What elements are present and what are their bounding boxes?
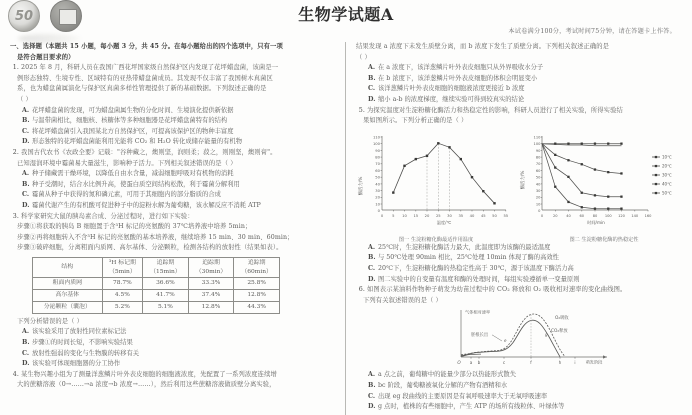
fig2-legend-item-10c: 10℃ xyxy=(662,154,672,160)
stem-text: 我国古代农书《农政全要》记载："谷种藏之，燠则坚，润则柔；菽之，则刚坚，燠则膏"。 xyxy=(21,148,277,156)
svg-text:40: 40 xyxy=(469,213,475,218)
svg-text:20: 20 xyxy=(553,213,558,218)
fig2-yticks xyxy=(534,135,542,213)
header-line2: （15min） xyxy=(150,268,181,275)
svg-text:60: 60 xyxy=(375,168,380,173)
question-number: 3. xyxy=(12,212,19,220)
option-text: 出现 eg 段曲线的主要原因是有氧呼吸速率大于无氧呼吸速率 xyxy=(378,392,548,400)
row-label: 高尔基体 xyxy=(33,290,103,302)
question-stem-line xyxy=(10,148,341,159)
table-header-cell xyxy=(143,257,189,277)
svg-text:50: 50 xyxy=(375,175,380,180)
table-header-cell xyxy=(188,257,234,277)
question-number: 1. xyxy=(12,64,19,72)
fig3-leader-radicle xyxy=(492,335,502,341)
option-row[interactable] xyxy=(10,169,341,180)
row-label: 粗面内质网 xyxy=(33,278,103,290)
svg-text:70: 70 xyxy=(375,161,380,166)
table-header-cell xyxy=(234,257,280,277)
svg-text:100: 100 xyxy=(604,213,612,218)
figure-row xyxy=(356,128,682,243)
svg-text:20: 20 xyxy=(375,195,380,200)
svg-text:15: 15 xyxy=(413,213,419,218)
fig2-legend-item-40c: 40℃ xyxy=(662,181,672,187)
option-row[interactable] xyxy=(10,338,341,349)
option-letter: B. xyxy=(368,74,376,82)
fig3-annot-o2: O₂吸收 xyxy=(555,316,569,322)
header-line1: 追踪期 xyxy=(156,260,175,267)
option-letter: A. xyxy=(22,170,30,178)
fig1-xlabel: 温度/℃ xyxy=(436,219,452,225)
option-text: a 点之前，葡萄糖中的能量少部分以热能形式散失 xyxy=(378,371,516,379)
header-line2: （5min） xyxy=(108,268,136,275)
svg-text:40: 40 xyxy=(566,213,571,218)
svg-text:30: 30 xyxy=(375,188,380,193)
option-row[interactable] xyxy=(10,106,341,117)
svg-text:50: 50 xyxy=(492,213,497,218)
fig2-legend-item-30c: 30℃ xyxy=(662,172,672,178)
stem-text: 某生物兴趣小组为了测量洋葱鳞片叶外表皮细胞的细胞液浓度，先配置了一系列浓度连续增 xyxy=(21,370,277,378)
option-text: 霉菌从种子中获得的氮和磷元素，可用于其细胞内的部分脂质的合成 xyxy=(32,191,221,199)
table-cell: 5.2% xyxy=(102,302,143,314)
option-row[interactable] xyxy=(356,264,682,275)
option-row[interactable] xyxy=(356,253,682,264)
fig1-svg xyxy=(356,128,516,231)
option-letter: C. xyxy=(368,392,376,400)
option-text: 与温带菌相比，细胞核、核糖体等多种细胞器是花坪蜡盘菌特有的结构 xyxy=(32,117,228,125)
fig1-ylabel: 酶活力/% xyxy=(359,176,364,196)
table-cell: 5.1% xyxy=(143,302,189,314)
table-cell: 78.7% xyxy=(102,278,143,290)
q4-cont-line: （ ） xyxy=(356,53,371,61)
svg-text:40: 40 xyxy=(535,182,541,187)
table-row xyxy=(33,302,280,314)
table-cell: 4.5% xyxy=(102,290,143,302)
option-row[interactable] xyxy=(356,243,682,254)
fig3-annot-co2: CO₂释放 xyxy=(551,329,568,335)
svg-text:140: 140 xyxy=(631,213,639,218)
table-cell: 36.6% xyxy=(143,278,189,290)
svg-text:40: 40 xyxy=(375,182,380,187)
option-letter: D. xyxy=(368,275,376,283)
fig3-tick-c: c xyxy=(502,360,506,366)
svg-text:90: 90 xyxy=(535,148,541,153)
question-number: 4. xyxy=(12,370,19,378)
fig2-series-30c xyxy=(542,143,622,173)
figure-2 xyxy=(518,128,690,243)
question-number: 5. xyxy=(358,106,365,114)
figure-1 xyxy=(356,128,516,243)
fig2-legend-item-50c: 50℃ xyxy=(662,190,672,196)
svg-text:0: 0 xyxy=(377,208,380,213)
svg-text:110: 110 xyxy=(533,135,541,140)
table-cell: 33.3% xyxy=(188,278,234,290)
stem-text: 科学家研究大鼠的胰岛素合成、分泌过程时，进行如下实验： xyxy=(21,212,194,220)
question-stem-line xyxy=(356,106,682,117)
option-letter: C. xyxy=(22,127,30,135)
option-text: 该实验采用了放射性同位素标记法 xyxy=(32,328,127,336)
option-row[interactable] xyxy=(10,359,341,370)
option-text: 种子储藏需干燥环境，以降低自由水含量，减弱细胞呼吸对有机物的消耗 xyxy=(32,170,234,178)
fig3-tick-h: h xyxy=(558,360,562,366)
svg-text:80: 80 xyxy=(592,213,598,218)
option-text: g 点时，植株的有些细胞中，产生 ATP 的场所有线粒体、叶绿体等 xyxy=(378,403,565,411)
question-stem-line: 果如图所示。下列分析正确的是（ ） xyxy=(363,117,468,125)
fig1-guides xyxy=(427,143,450,209)
fig3-xtick-labels xyxy=(457,360,575,365)
question-number: 2. xyxy=(12,148,19,156)
svg-text:60: 60 xyxy=(579,213,585,218)
fig3-point-e: e xyxy=(504,338,507,344)
svg-text:90: 90 xyxy=(375,148,380,153)
svg-text:30: 30 xyxy=(447,213,452,218)
option-text: 与 50℃处理 90min 相比，25℃处理 10min 体现了酶的高效性 xyxy=(378,254,559,262)
option-letter: A. xyxy=(22,328,30,336)
option-row[interactable] xyxy=(10,327,341,338)
option-letter: C. xyxy=(22,191,30,199)
svg-text:10: 10 xyxy=(375,202,380,207)
svg-text:70: 70 xyxy=(535,161,541,166)
option-letter: A. xyxy=(368,371,376,379)
option-text: 图二实验中的自变量有温度和酶的处理时间，每组实验遵循单一变量原则 xyxy=(378,275,580,283)
fig3-xlabel: 萌发阶段 xyxy=(585,359,603,365)
table-header-cell xyxy=(33,257,103,277)
header-line2: （30min） xyxy=(195,268,227,275)
table-row xyxy=(33,290,280,302)
svg-text:0: 0 xyxy=(540,213,544,218)
option-text: bc 阶段，葡萄糖被氧化分解的产物有酒精和水 xyxy=(378,381,508,389)
question-stem-line xyxy=(10,370,341,381)
option-text: 形态独特的花坪蜡盘菌能利用光能将 CO₂ 和 H₂O 转化成储存能量的有机物 xyxy=(32,138,243,146)
option-text: 放射性强弱的变化与生物膜的转移有关 xyxy=(32,349,140,357)
table-header-cell xyxy=(102,257,143,277)
fig2-series-lines xyxy=(542,143,622,208)
svg-text:80: 80 xyxy=(375,155,380,160)
svg-text:25: 25 xyxy=(435,213,441,218)
option-row[interactable] xyxy=(10,349,341,360)
figure-3-wrap xyxy=(356,306,682,370)
option-letter: D. xyxy=(22,201,30,209)
svg-text:100: 100 xyxy=(372,141,380,146)
option-row[interactable] xyxy=(356,95,682,106)
fig2-legend xyxy=(652,154,672,195)
option-row[interactable] xyxy=(356,275,682,286)
row-label: 分泌颗粒（囊泡） xyxy=(33,302,103,314)
table-cell: 44.3% xyxy=(234,302,280,314)
svg-text:30: 30 xyxy=(535,188,541,193)
header-line1: 追踪期 xyxy=(247,260,266,267)
header-line1: 结构 xyxy=(61,264,74,271)
svg-text:10: 10 xyxy=(402,213,407,218)
svg-text:50: 50 xyxy=(535,175,541,180)
fig3-x-arrow xyxy=(603,356,607,359)
question-stem-line xyxy=(356,285,682,296)
q4-cont-line: 结果发现 a 浓度下未发生质壁分离，而 b 浓度下发生了质壁分离。下列相关叙述正确的是 xyxy=(356,43,610,50)
fig3-curve-co2 xyxy=(461,320,560,357)
option-row[interactable] xyxy=(356,392,682,403)
fig3-origin-label: O xyxy=(457,360,461,366)
stem-text: 2025 年 8 月，科研人员在我国广西花坪国家级自然保护区内发现了花坪蜡盘菌，该菌是一 xyxy=(21,64,279,72)
option-text: 25℃时，生淀粉糖化酶活力最大，此温度即为该酶的最适温度 xyxy=(378,243,551,251)
page-title: 生物学试题A xyxy=(298,5,394,24)
fig2-series-40c xyxy=(542,143,622,196)
option-text: 20℃下，生淀粉糖化酶的热稳定性高于 30℃，源于该温度下酶活力高 xyxy=(378,264,574,272)
question-stem-line xyxy=(10,212,341,223)
svg-text:60: 60 xyxy=(535,168,541,173)
page-header xyxy=(0,0,692,42)
header-line2: （60min） xyxy=(241,268,272,275)
svg-text:100: 100 xyxy=(533,141,541,146)
question-stem-line: 例形态独特、生境专性、区域特有的亚热带蜡盘菌成员。其发现不仅丰富了我国树木真菌区 xyxy=(17,74,273,82)
question-number: 6. xyxy=(358,286,365,294)
option-text: 步骤①的时间长短，不影响实验结果 xyxy=(32,339,133,347)
stem-text: 为探究温度对生淀粉糖化酶活力和热稳定性的影响，科研人员进行了相关实验，所得实验结 xyxy=(367,106,623,114)
header-line1: ³H 标记期 xyxy=(108,260,136,267)
svg-text:110: 110 xyxy=(372,135,380,140)
table-header-row xyxy=(33,257,280,277)
fig3-tick-a: a xyxy=(469,360,473,366)
option-text: 该洋葱鳞片叶外表皮细胞的细胞液浓度更接近 b 浓度 xyxy=(378,85,525,93)
svg-text:5: 5 xyxy=(392,213,395,218)
table-cell: 12.8% xyxy=(234,290,280,302)
fig3-point-g: g xyxy=(545,332,548,338)
svg-text:55: 55 xyxy=(503,213,509,218)
fig1-caption: 图一 生淀粉糖化酶最适作用温度 xyxy=(398,236,474,243)
right-column xyxy=(346,42,686,415)
svg-text:80: 80 xyxy=(535,155,541,160)
table-cell: 25.8% xyxy=(234,278,280,290)
fig1-series-line xyxy=(393,143,494,203)
question-stem-line: 步骤②再将细胞转入不含³H 标记的亮氨酸的基本培养液，继续培养 15 min、30 min、60min； xyxy=(17,233,294,241)
option-text: 在 a 浓度下，该洋葱鳞片叶外表皮细胞只从外界吸收水分子 xyxy=(378,64,544,72)
option-text: 在 b 浓度下，该洋葱鳞片叶外表皮细胞的体积会明显变小 xyxy=(378,74,538,82)
option-letter: B. xyxy=(22,339,30,347)
question-stem-line xyxy=(10,63,341,74)
fig2-legend-item-20c: 20℃ xyxy=(662,163,672,169)
option-letter: B. xyxy=(22,117,30,125)
header-line1: 追踪期 xyxy=(202,260,220,267)
option-row[interactable] xyxy=(10,127,341,138)
option-letter: B. xyxy=(22,180,30,188)
svg-text:120: 120 xyxy=(618,213,625,218)
svg-text:45: 45 xyxy=(480,213,486,218)
option-letter: A. xyxy=(22,106,30,114)
left-column xyxy=(6,42,346,415)
question-stem-line: 大的蔗糖溶液（0→……→a 浓度→b 浓度→……），然后利用这些蔗糖溶液做质壁分离实验， xyxy=(17,381,276,389)
option-text: 霉菌代谢产生的有机酸可促进种子中的淀粉水解为葡萄糖，该水解反应不消耗 ATP xyxy=(32,201,261,209)
fig3-ylabel: 气体相对速率 xyxy=(465,309,491,315)
table-cell: 41.7% xyxy=(143,290,189,302)
fig2-xlabel: 时间/min xyxy=(587,219,605,225)
option-row[interactable] xyxy=(10,180,341,191)
option-row[interactable] xyxy=(10,190,341,201)
option-row[interactable] xyxy=(356,381,682,392)
option-text: 缩小 a-b 的浓度梯度，继续实验可得到较真实的结论 xyxy=(378,95,525,103)
option-text: 花坪蜡盘菌的发现，可为蜡盘菌属生物的分化时间、生境演化提供新依据 xyxy=(32,106,234,114)
exam-note: 本试卷满分100分，考试时间75分钟，请在答题卡上作答。 xyxy=(508,28,676,35)
fig1-yticks xyxy=(373,135,382,213)
svg-text:20: 20 xyxy=(424,213,430,218)
option-row[interactable] xyxy=(356,84,682,95)
table-cell: 37.4% xyxy=(188,290,234,302)
fig2-ylabel: 酶活力/% xyxy=(521,170,526,190)
question-post-stem: 下列分析错误的是（ ） xyxy=(17,317,84,325)
option-text: 将花坪蜡盘菌引入我国某北方自然保护区，可提高该保护区的物种丰富度 xyxy=(32,127,234,135)
question-stem-line: 步骤①将获取的胰岛 B 细胞置于含³H 标记的亮氨酸的 37℃培养液中培养 5min； xyxy=(17,223,252,231)
svg-text:0: 0 xyxy=(380,213,384,218)
fig1-markers xyxy=(392,142,496,204)
option-text: 该实验可体现细胞器的分工协作 xyxy=(32,360,121,368)
option-letter: C. xyxy=(368,264,376,272)
svg-text:10: 10 xyxy=(535,202,541,207)
section-title-cont: 是符合题目要求的） xyxy=(17,53,75,61)
question-stem-line: 系，也为蜡盘菌属演化与保护区真菌多样性管理提供了新的基础数据。下列叙述正确的是 xyxy=(17,85,267,93)
option-letter: D. xyxy=(22,138,30,146)
option-letter: A. xyxy=(368,64,376,72)
fig2-svg xyxy=(518,128,690,231)
option-letter: D. xyxy=(22,360,30,368)
experiment-result-table xyxy=(32,257,280,314)
option-letter: B. xyxy=(368,254,376,262)
fig2-markers xyxy=(554,142,623,209)
question-stem-line: 下列有关叙述错误的是（ ） xyxy=(363,296,442,304)
question-stem-line: （ ） xyxy=(17,95,32,103)
svg-text:0: 0 xyxy=(538,208,541,213)
svg-text:160: 160 xyxy=(644,213,652,218)
fig2-xticks xyxy=(541,210,652,218)
option-letter: C. xyxy=(368,85,376,93)
option-row[interactable] xyxy=(10,116,341,127)
section-title: 一、选择题（本题共 15 小题，每小题 3 分，共 45 分。在每小题给出的四个选项中，只有一项 xyxy=(10,43,283,50)
option-row[interactable] xyxy=(356,63,682,74)
fig3-svg xyxy=(419,306,619,370)
option-row[interactable] xyxy=(356,402,682,413)
fig2-caption: 图二 生淀粉糖化酶的热稳定性 xyxy=(569,236,639,243)
two-column-body xyxy=(0,42,692,415)
option-letter: D. xyxy=(368,95,376,103)
fig3-tick-i: i xyxy=(574,360,576,366)
question-stem-line: 步骤③破碎细胞，分离粗面内质网、高尔基体、分泌颗粒，检测各结构的放射性（结果如表）。 xyxy=(17,244,283,252)
fig3-tick-b: b xyxy=(477,360,481,366)
stem-text: 如图表示某油料作物种子萌发为幼苗过程中的 CO₂ 释放和 O₂ 吸收相对速率的变化曲线图。 xyxy=(367,286,627,294)
option-letter: D. xyxy=(368,403,376,411)
option-row[interactable] xyxy=(356,370,682,381)
table-row xyxy=(33,278,280,290)
table-cell: 12.8% xyxy=(188,302,234,314)
option-letter: C. xyxy=(22,349,30,357)
fig1-xticks xyxy=(381,210,509,218)
question-stem-line: 已知湿润环境中霉菌易大量滋生，影响种子活力。下列相关叙述错误的是（ ） xyxy=(17,159,237,167)
option-row[interactable] xyxy=(10,201,341,212)
svg-text:35: 35 xyxy=(458,213,464,218)
svg-text:20: 20 xyxy=(535,195,541,200)
option-row[interactable] xyxy=(10,137,341,148)
option-letter: A. xyxy=(368,243,376,251)
option-letter: B. xyxy=(368,381,376,389)
fig3-tick-f: f xyxy=(530,360,532,366)
fig3-annot-radicle: 胚根长出 xyxy=(471,333,489,339)
option-row[interactable] xyxy=(356,74,682,85)
option-text: 种子受潮时，结合水比例升高，使蛋白质空间结构松散，利于霉菌分解利用 xyxy=(32,180,240,188)
